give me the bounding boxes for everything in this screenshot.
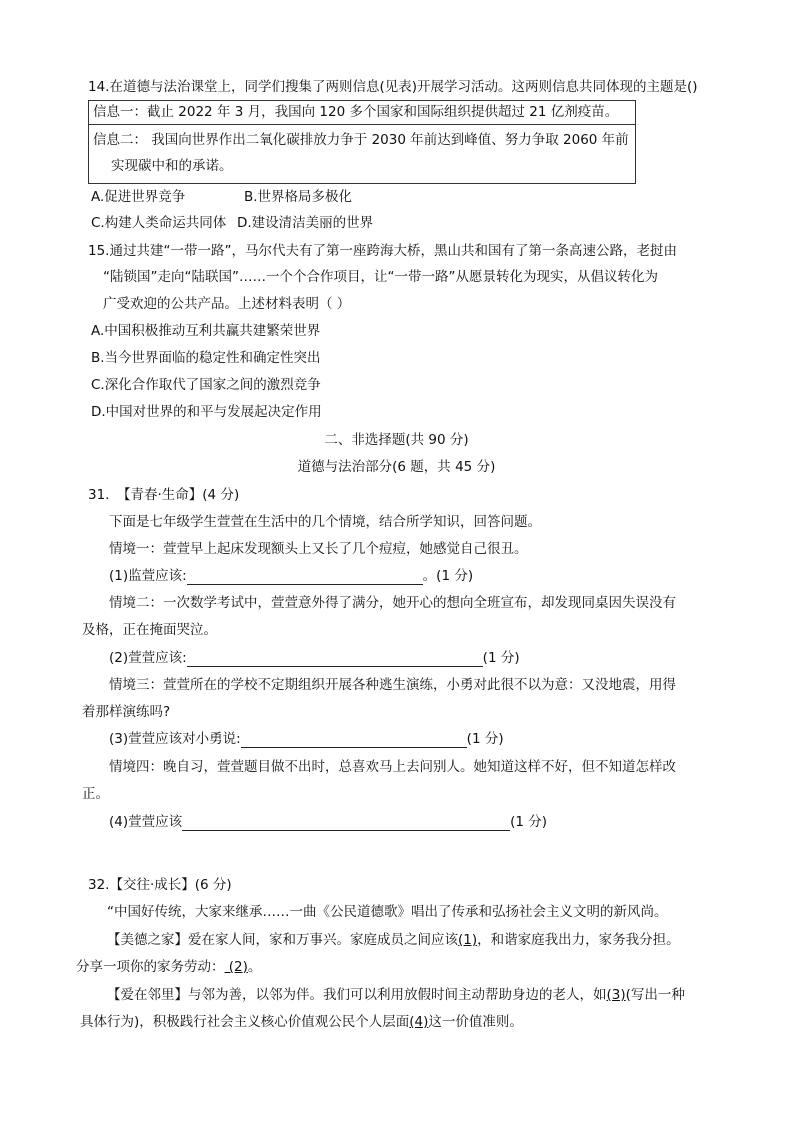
q31-answer-1	[109, 567, 473, 585]
blank-3[interactable]: (3)	[606, 987, 626, 1003]
blank-2[interactable]: (2)	[224, 959, 248, 975]
section-subtitle: 道德与法治部分(6 题，共 45 分)	[297, 459, 496, 475]
info-2-line-1: 信息二： 我国向世界作出二氧化碳排放力争于 2030 年前达到峰值、努力争取 2060 年前	[93, 132, 629, 148]
q31-scenario-3-line-2: 着那样演练吗?	[82, 704, 171, 720]
q15-option-d: D.中国对世界的和平与发展起决定作用	[91, 404, 322, 420]
answer-2-label: (2)萱萱应该:	[109, 650, 187, 666]
q14-option-a: A.促进世界竞争	[91, 189, 186, 205]
answer-1-score: 。(1 分)	[422, 568, 474, 584]
answer-4-blank[interactable]	[182, 816, 510, 831]
q15-option-c: C.深化合作取代了国家之间的激烈竞争	[91, 377, 321, 393]
q15-stem-line-3: 广受欢迎的公共产品。上述材料表明（ ）	[103, 296, 351, 312]
q31-number: 31.	[88, 487, 110, 503]
answer-4-score: (1 分)	[510, 814, 548, 830]
answer-3-score: (1 分)	[466, 731, 504, 747]
q31-intro: 下面是七年级学生萱萱在生活中的几个情境，结合所学知识，回答问题。	[109, 514, 541, 530]
answer-1-blank[interactable]	[187, 570, 423, 585]
q32-paragraph-2: 分享一项你的家务劳动： (2)。	[76, 959, 262, 975]
q31-scenario-1: 情境一：萱萱早上起床发现额头上又长了几个痘痘，她感觉自己很丑。	[109, 541, 528, 557]
q31-scenario-2-line-2: 及格，正在掩面哭泣。	[82, 622, 217, 638]
answer-2-blank[interactable]	[187, 652, 483, 667]
q31-scenario-4-line-2: 正。	[82, 786, 109, 802]
q14-stem: 14.在道德与法治课堂上，同学们搜集了两则信息(见表)开展学习活动。这两则信息共同体现的主题是()	[88, 79, 698, 95]
info-table-divider	[88, 124, 636, 125]
info-2-line-2: 实现碳中和的承诺。	[111, 158, 233, 174]
q31-scenario-4-line-1: 情境四：晚自习，萱萱题目做不出时，总喜欢马上去问别人。她知道这样不好，但不知道怎样改	[109, 759, 676, 775]
q14-option-b: B.世界格局多极化	[244, 189, 353, 205]
q32-paragraph-3: 【爱在邻里】与邻为善，以邻为伴。我们可以利用放假时间主动帮助身边的老人，如(3)(写出一种	[107, 987, 685, 1003]
q32-paragraph-1: 【美德之家】爱在家人间，家和万事兴。家庭成员之间应该(1)，和谐家庭我出力，家务我分担。	[107, 932, 680, 948]
q31-header: 【青春·生命】(4 分)	[117, 487, 240, 503]
q31-answer-4	[109, 813, 547, 831]
q31-answer-3	[109, 730, 504, 748]
answer-3-label: (3)萱萱应该对小勇说:	[109, 731, 241, 747]
q32-header: 32.【交往·成长】(6 分)	[88, 877, 232, 893]
answer-4-label: (4)萱萱应该	[109, 814, 183, 830]
q14-option-d: D.建设清洁美丽的世界	[237, 215, 374, 231]
q14-option-c: C.构建人类命运共同体	[91, 215, 227, 231]
q32-intro: “中国好传统，大家来继承……一曲《公民道德歌》唱出了传承和弘扬社会主义文明的新风尚。	[107, 904, 668, 920]
q15-stem-line-2: “陆锁国”走向“陆联国”……一个个合作项目，让“一带一路”从愿景转化为现实，从倡议转化为	[103, 269, 658, 285]
answer-2-score: (1 分)	[482, 650, 520, 666]
info-1: 信息一：截止 2022 年 3 月，我国向 120 多个国家和国际组织提供超过 21 亿剂疫苗。	[93, 104, 619, 120]
q15-option-a: A.中国积极推动互利共赢共建繁荣世界	[91, 323, 321, 339]
answer-1-label: (1)监萱应该:	[109, 568, 187, 584]
q31-scenario-3-line-1: 情境三：萱萱所在的学校不定期组织开展各种逃生演练，小勇对此很不以为意：又没地震，用得	[109, 677, 676, 693]
q31-scenario-2-line-1: 情境二：一次数学考试中，萱萱意外得了满分，她开心的想向全班宣布，却发现同桌因失误没有	[109, 595, 676, 611]
q31-answer-2	[109, 649, 520, 667]
q32-paragraph-4: 具体行为)，积极践行社会主义核心价值观公民个人层面(4)这一价值准则。	[80, 1014, 523, 1030]
answer-3-blank[interactable]	[241, 733, 467, 748]
blank-1[interactable]: (1)	[458, 932, 478, 948]
q15-stem-line-1: 15.通过共建“一带一路”，马尔代夫有了第一座跨海大桥，黑山共和国有了第一条高速公路，老挝由	[88, 243, 677, 259]
blank-4[interactable]: (4)	[409, 1014, 429, 1030]
q15-option-b: B.当今世界面临的稳定性和确定性突出	[91, 350, 321, 366]
section-title: 二、非选择题(共 90 分)	[324, 432, 469, 448]
